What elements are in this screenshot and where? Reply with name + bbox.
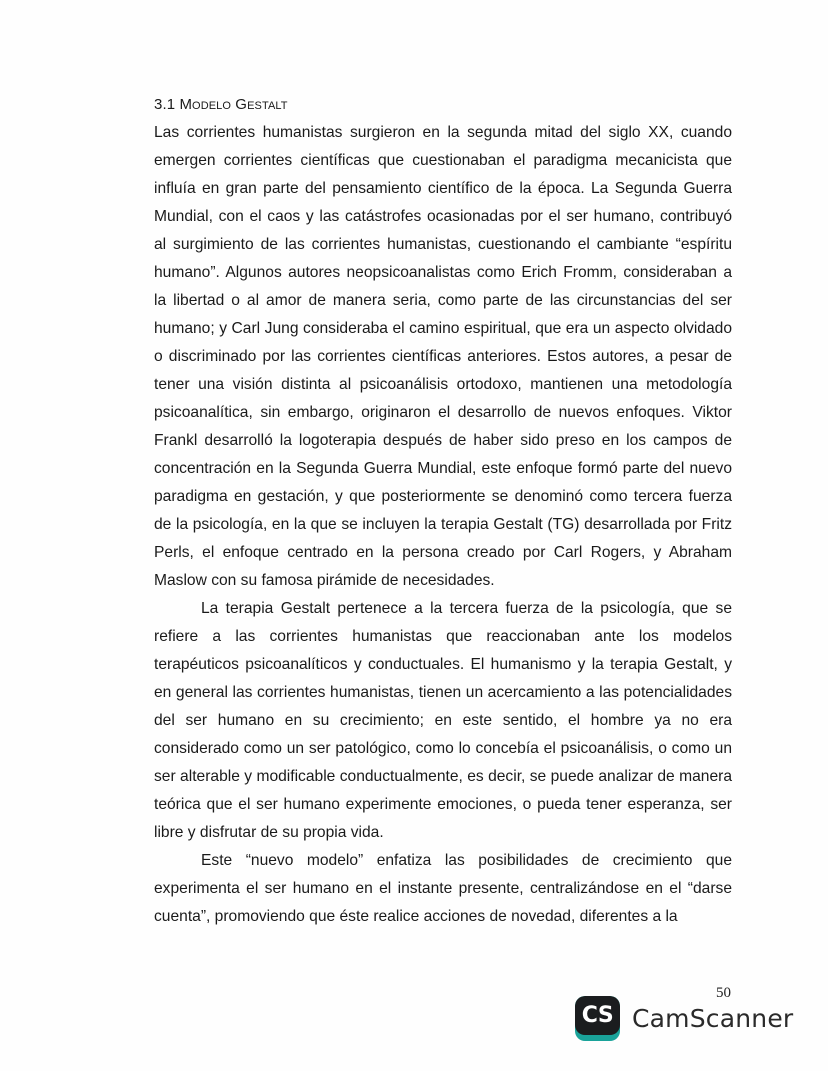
section-heading	[154, 94, 732, 116]
paragraph-2: La terapia Gestalt pertenece a la tercera fuerza de la psicología, que se refiere a las corrientes humanistas que reaccionaban ante los modelos terapéuticos psicoanalíticos y conductuales. El humanismo y la terapia Gestalt, y en general las corrientes humanistas, tienen un acercamiento a las potencialidades del ser humano en su crecimiento; en este sentido, el hombre ya no era considerado como un ser patológico, como lo concebía el psicoanálisis, o como un ser alterable y modificable conductualmente, es decir, se puede analizar de manera teórica que el ser humano experimente emociones, o pueda tener esperanza, ser libre y disfrutar de su propia vida.	[154, 600, 732, 841]
page-content	[154, 94, 732, 931]
camscanner-logo-icon	[575, 996, 620, 1041]
page-number: 50	[716, 985, 731, 1001]
paragraph-1: Las corrientes humanistas surgieron en la segunda mitad del siglo XX, cuando emergen corrientes científicas que cuestionaban el paradigma mecanicista que influía en gran parte del pensamiento científico de la época. La Segunda Guerra Mundial, con el caos y las catástrofes ocasionadas por el ser humano, contribuyó al surgimiento de las corrientes humanistas, cuestionando el cambiante “espíritu humano”. Algunos autores neopsicoanalistas como Erich Fromm, consideraban a la libertad o al amor de manera seria, como parte de las circunstancias del ser humano; y Carl Jung consideraba el camino espiritual, que era un aspecto olvidado o discriminado por las corrientes científicas anteriores. Estos autores, a pesar de tener una visión distinta al psicoanálisis ortodoxo, mantienen una metodología psicoanalítica, sin embargo, originaron el desarrollo de nuevos enfoques. Viktor Frankl desarrolló la logoterapia después de haber sido preso en los campos de concentración en la Segunda Guerra Mundial, este enfoque formó parte del nuevo paradigma en gestación, y que posteriormente se denominó como tercera fuerza de la psicología, en la que se incluyen la terapia Gestalt (TG) desarrollada por Fritz Perls, el enfoque centrado en la persona creado por Carl Rogers, y Abraham Maslow con su famosa pirámide de necesidades.	[154, 124, 732, 589]
camscanner-logo-text: CS	[575, 996, 620, 1035]
camscanner-watermark	[575, 995, 793, 1041]
camscanner-brand-name: CamScanner	[632, 1003, 794, 1033]
section-title: Modelo Gestalt	[179, 96, 288, 113]
section-number: 3.1	[154, 96, 176, 113]
paragraph-3: Este “nuevo modelo” enfatiza las posibilidades de crecimiento que experimenta el ser humano en el instante presente, centralizándose en el “darse cuenta”, promoviendo que éste realice acciones de novedad, diferentes a la	[154, 852, 732, 925]
